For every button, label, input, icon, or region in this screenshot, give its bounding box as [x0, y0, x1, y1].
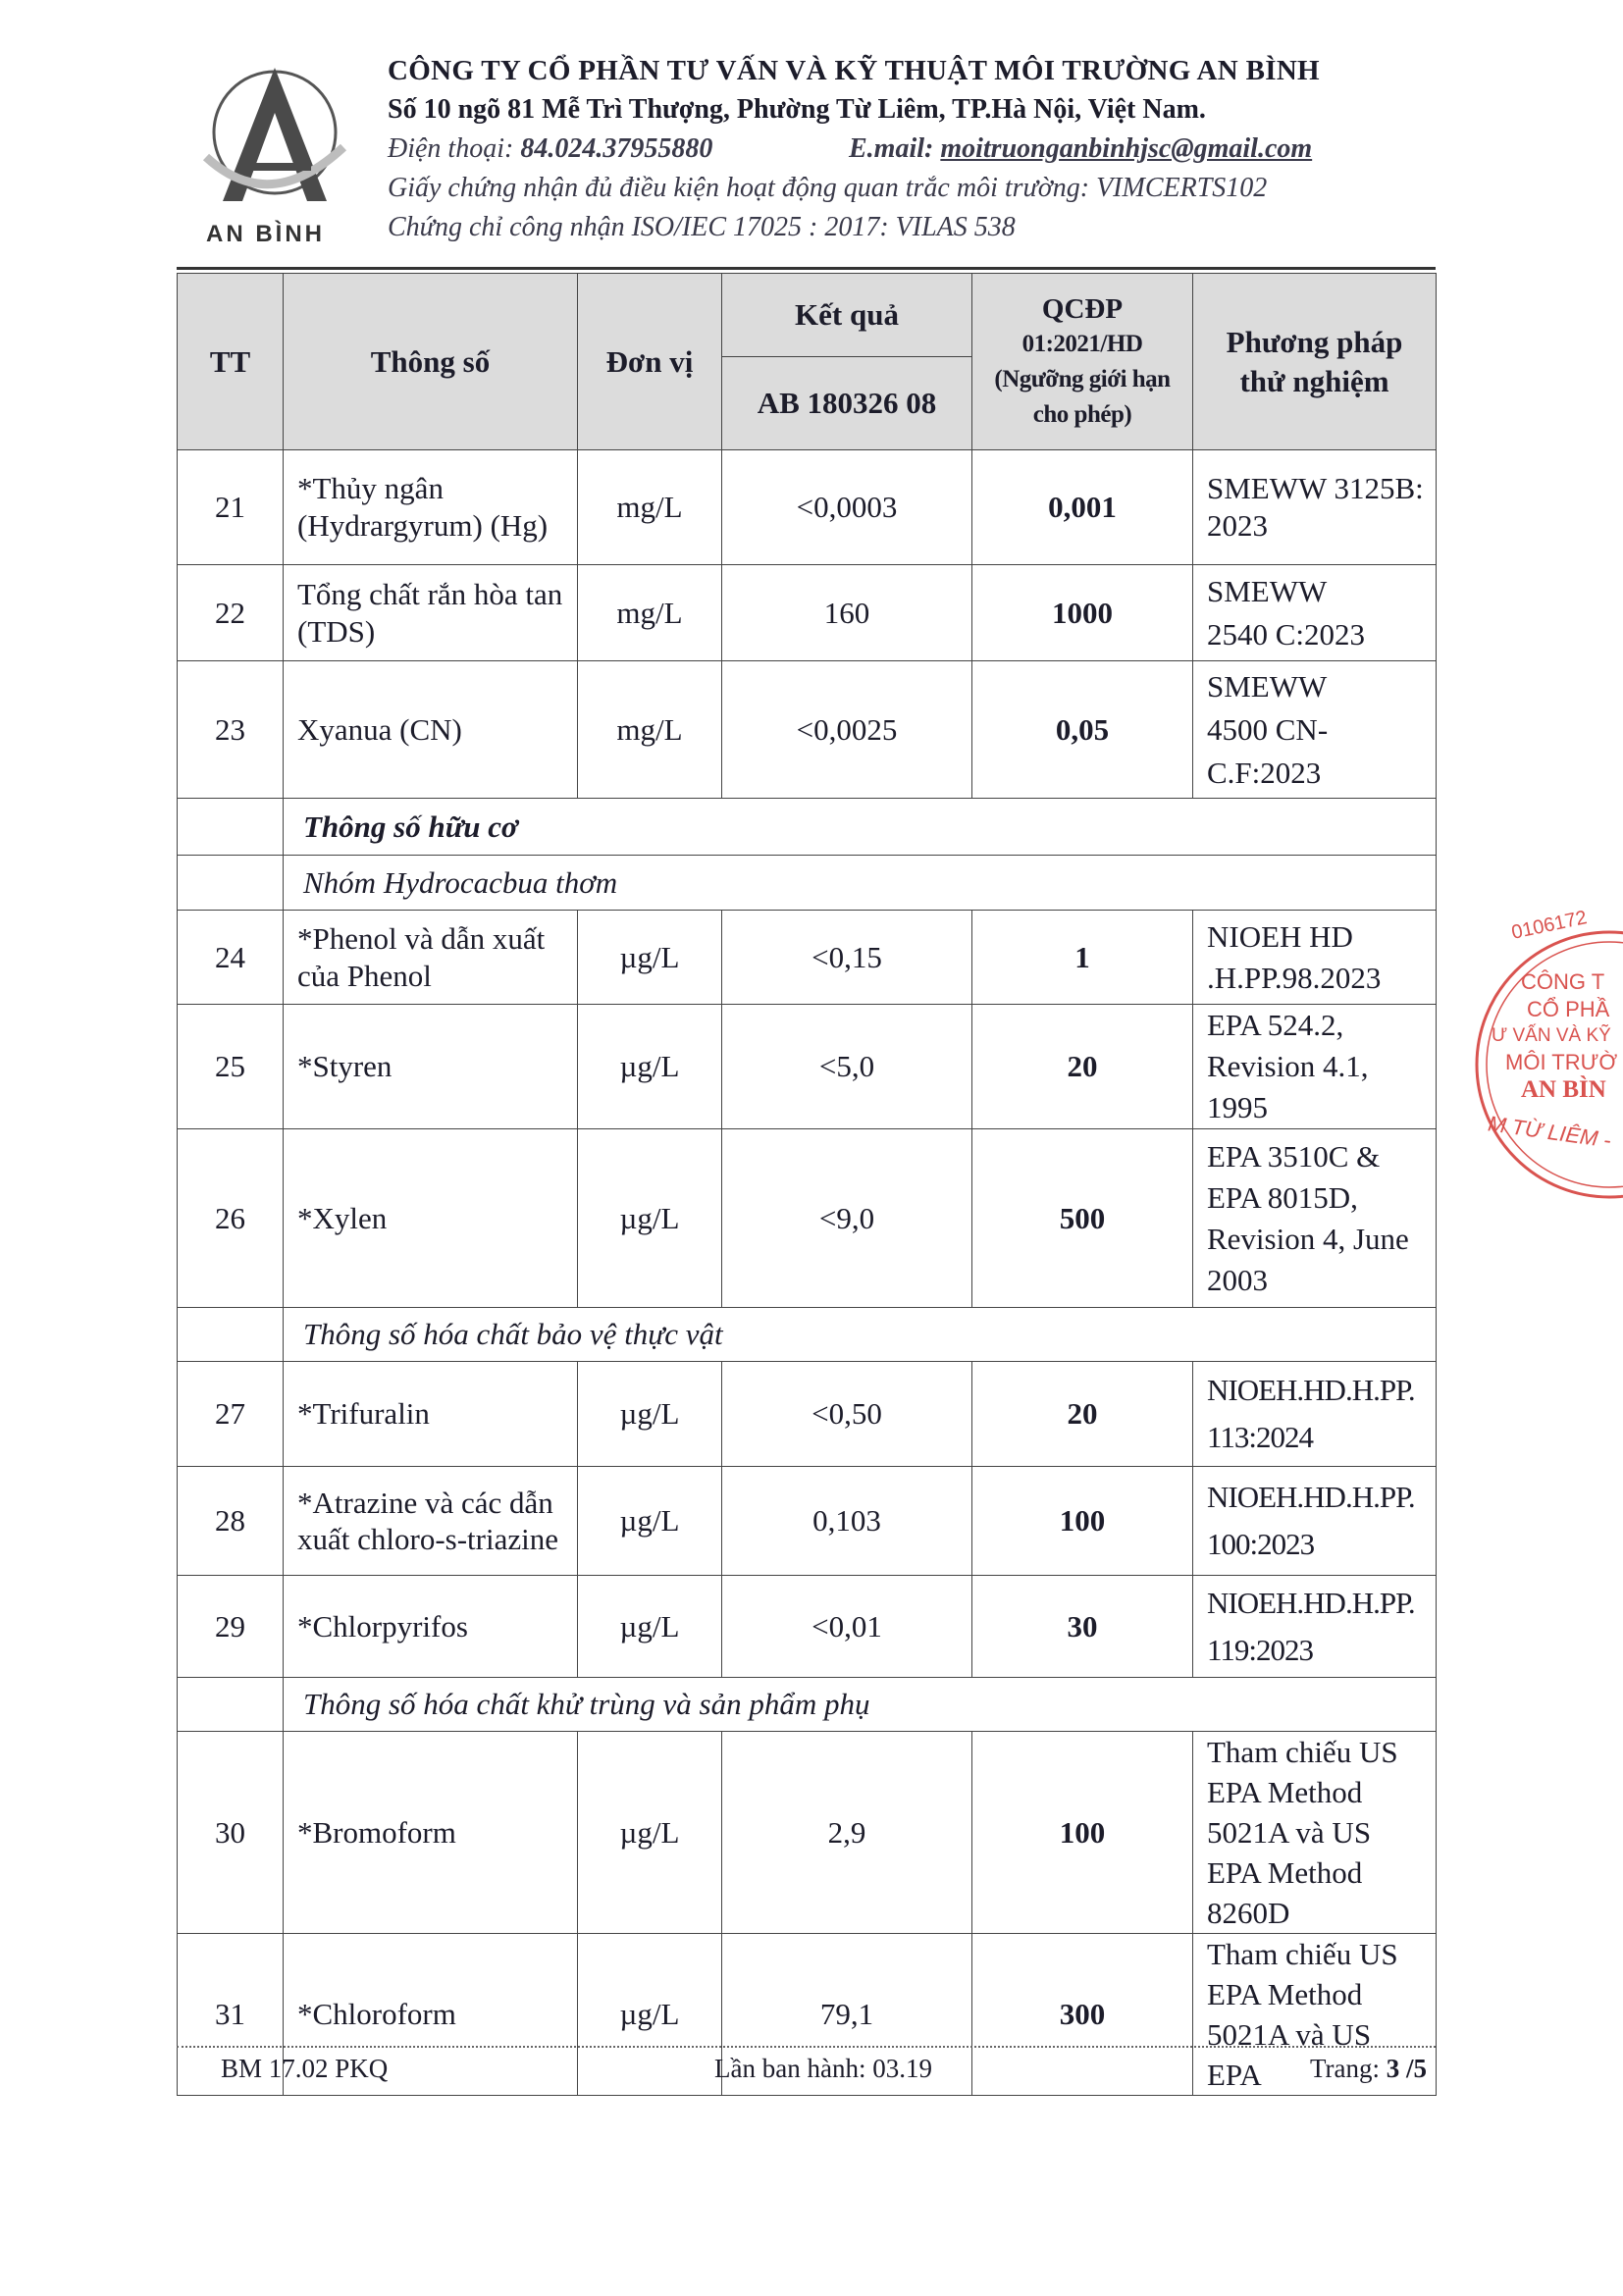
cell-tt: 21: [178, 450, 284, 565]
group-row: [178, 1308, 1437, 1362]
company-seal-stamp: [1462, 898, 1623, 1212]
cell-parameter: Tổng chất rắn hòa tan (TDS): [284, 565, 578, 661]
cell-method: SMEWW 3125B: 2023: [1193, 450, 1437, 565]
company-name: CÔNG TY CỔ PHẦN TƯ VẤN VÀ KỸ THUẬT MÔI TRƯỜNG AN BÌNH: [388, 55, 1320, 86]
table-row: [178, 1362, 1437, 1467]
cell-limit: 100: [972, 1467, 1193, 1576]
cell-unit: µg/L: [578, 911, 722, 1005]
cell-method: NIOEH HD .H.PP.98.2023: [1193, 911, 1437, 1005]
col-header-parameter: Thông số: [284, 274, 578, 450]
seal-text-1: 0106172: [1509, 907, 1590, 944]
cell-tt: 29: [178, 1576, 284, 1678]
group-spacer: [178, 1308, 284, 1362]
group-row: [178, 856, 1437, 911]
cell-result: 160: [722, 565, 972, 661]
cell-tt: 28: [178, 1467, 284, 1576]
company-logo: [201, 54, 348, 250]
phone-label: Điện thoại:: [388, 133, 514, 164]
cell-method: SMEWW 4500 CN-C.F:2023: [1193, 661, 1437, 799]
cell-tt: 31: [178, 1934, 284, 2096]
cell-unit: mg/L: [578, 661, 722, 799]
form-code: BM 17.02 PKQ: [221, 2054, 389, 2083]
group-title-pesticides: Thông số hóa chất bảo vệ thực vật: [284, 1308, 1437, 1362]
cell-limit: 30: [972, 1576, 1193, 1678]
cell-unit: µg/L: [578, 1467, 722, 1576]
cell-limit: 0,05: [972, 661, 1193, 799]
cell-tt: 27: [178, 1362, 284, 1467]
group-spacer: [178, 799, 284, 856]
table-row: [178, 1467, 1437, 1576]
cell-tt: 25: [178, 1005, 284, 1129]
cell-result: 0,103: [722, 1467, 972, 1576]
group-title-organic: Thông số hữu cơ: [284, 799, 1437, 856]
cell-parameter: *Atrazine và các dẫn xuất chloro-s-triazine: [284, 1467, 578, 1576]
cell-parameter: *Styren: [284, 1005, 578, 1129]
cell-tt: 24: [178, 911, 284, 1005]
col-header-limit: [972, 274, 1193, 450]
cell-method: EPA 3510C & EPA 8015D, Revision 4, June 2003: [1193, 1129, 1437, 1308]
group-spacer: [178, 1678, 284, 1732]
cell-limit: 300: [972, 1934, 1193, 2096]
cell-unit: µg/L: [578, 1934, 722, 2096]
cell-unit: µg/L: [578, 1362, 722, 1467]
cell-limit: 20: [972, 1005, 1193, 1129]
cell-parameter: *Bromoform: [284, 1732, 578, 1934]
table-row: [178, 565, 1437, 661]
cell-limit: 20: [972, 1362, 1193, 1467]
cell-unit: µg/L: [578, 1129, 722, 1308]
issue-number: Lần ban hành: 03.19: [714, 2054, 932, 2083]
cell-result: <9,0: [722, 1129, 972, 1308]
cell-limit: 1: [972, 911, 1193, 1005]
cell-limit: 100: [972, 1732, 1193, 1934]
cell-parameter: *Phenol và dẫn xuất của Phenol: [284, 911, 578, 1005]
table-row: [178, 1129, 1437, 1308]
cell-result: 2,9: [722, 1732, 972, 1934]
cell-tt: 22: [178, 565, 284, 661]
iso-line: Chứng chỉ công nhận ISO/IEC 17025 : 2017: VILAS 538: [388, 212, 1016, 242]
cell-unit: µg/L: [578, 1576, 722, 1678]
cell-unit: µg/L: [578, 1005, 722, 1129]
table-row: [178, 1732, 1437, 1934]
col-header-method: Phương pháp thử nghiệm: [1193, 274, 1437, 450]
cell-parameter: *Xylen: [284, 1129, 578, 1308]
cell-method: NIOEH.HD.H.PP. 100:2023: [1193, 1467, 1437, 1576]
contact-line: [388, 130, 1447, 169]
seal-text-4: Ư VẤN VÀ KỸ: [1492, 1025, 1611, 1046]
col-header-unit: Đơn vị: [578, 274, 722, 450]
cell-result: <0,0003: [722, 450, 972, 565]
cell-tt: 30: [178, 1732, 284, 1934]
cell-result: 79,1: [722, 1934, 972, 2096]
header-divider: [177, 267, 1436, 270]
seal-text-3: CỔ PHẦ: [1527, 997, 1610, 1021]
email-block: [849, 130, 1312, 169]
group-row: [178, 799, 1437, 856]
cell-unit: mg/L: [578, 565, 722, 661]
cell-limit: 0,001: [972, 450, 1193, 565]
cell-method: SMEWW 2540 C:2023: [1193, 565, 1437, 661]
cell-tt: 23: [178, 661, 284, 799]
cell-limit: 500: [972, 1129, 1193, 1308]
col-header-sample-id: AB 180326 08: [722, 357, 972, 450]
table-row: [178, 661, 1437, 799]
letterhead: [388, 51, 1447, 247]
seal-text-2: CÔNG T: [1521, 969, 1605, 994]
cell-method: NIOEH.HD.H.PP. 119:2023: [1193, 1576, 1437, 1678]
page-number: [1310, 2054, 1427, 2084]
group-title-aromatic: Nhóm Hydrocacbua thơm: [284, 856, 1437, 911]
group-row: [178, 1678, 1437, 1732]
footer-divider: [177, 2046, 1436, 2048]
table-row: [178, 450, 1437, 565]
cell-limit: 1000: [972, 565, 1193, 661]
col-header-result: Kết quả: [722, 274, 972, 357]
group-spacer: [178, 856, 284, 911]
email-link[interactable]: moitruonganbinhjsc@gmail.com: [940, 133, 1313, 164]
cell-parameter: Xyanua (CN): [284, 661, 578, 799]
cell-parameter: *Chlorpyrifos: [284, 1576, 578, 1678]
cell-result: <0,15: [722, 911, 972, 1005]
seal-text-6: AN BÌN: [1521, 1076, 1606, 1103]
table-row: [178, 1576, 1437, 1678]
cell-method: EPA 524.2, Revision 4.1, 1995: [1193, 1005, 1437, 1129]
col-header-tt: TT: [178, 274, 284, 450]
table-row: [178, 1005, 1437, 1129]
certificate-line: Giấy chứng nhận đủ điều kiện hoạt động quan trắc môi trường: VIMCERTS102: [388, 173, 1268, 203]
email-label: E.mail:: [849, 133, 934, 164]
cell-result: <0,0025: [722, 661, 972, 799]
seal-text-7: M TỪ LIÊM -: [1486, 1111, 1613, 1153]
cell-parameter: *Thủy ngân (Hydrargyrum) (Hg): [284, 450, 578, 565]
page-label: Trang:: [1310, 2054, 1381, 2083]
table-row: [178, 911, 1437, 1005]
page-value: 3 /5: [1386, 2054, 1428, 2083]
group-title-disinfection: Thông số hóa chất khử trùng và sản phẩm phụ: [284, 1678, 1437, 1732]
cell-unit: mg/L: [578, 450, 722, 565]
cell-tt: 26: [178, 1129, 284, 1308]
company-address: Số 10 ngõ 81 Mễ Trì Thượng, Phường Từ Liêm, TP.Hà Nội, Việt Nam.: [388, 94, 1206, 125]
cell-parameter: *Chloroform: [284, 1934, 578, 2096]
limit-line1: QCĐP: [1041, 292, 1124, 325]
cell-parameter: *Trifuralin: [284, 1362, 578, 1467]
cell-result: <0,01: [722, 1576, 972, 1678]
limit-line2: 01:2021/HD: [1021, 330, 1143, 357]
results-table: [177, 273, 1437, 2096]
cell-result: <5,0: [722, 1005, 972, 1129]
seal-text-5: MÔI TRƯỜ: [1505, 1050, 1618, 1074]
cell-method: NIOEH.HD.H.PP. 113:2024: [1193, 1362, 1437, 1467]
phone-number: 84.024.37955880: [520, 133, 713, 164]
cell-method: Tham chiếu US EPA Method 5021A và US EPA: [1193, 1934, 1437, 2096]
logo-text: AN BÌNH: [206, 221, 325, 247]
cell-result: <0,50: [722, 1362, 972, 1467]
cell-unit: µg/L: [578, 1732, 722, 1934]
limit-line3: (Ngưỡng giới hạn cho phép): [994, 365, 1171, 428]
cell-method: Tham chiếu US EPA Method 5021A và US EPA Method 8260D: [1193, 1732, 1437, 1934]
